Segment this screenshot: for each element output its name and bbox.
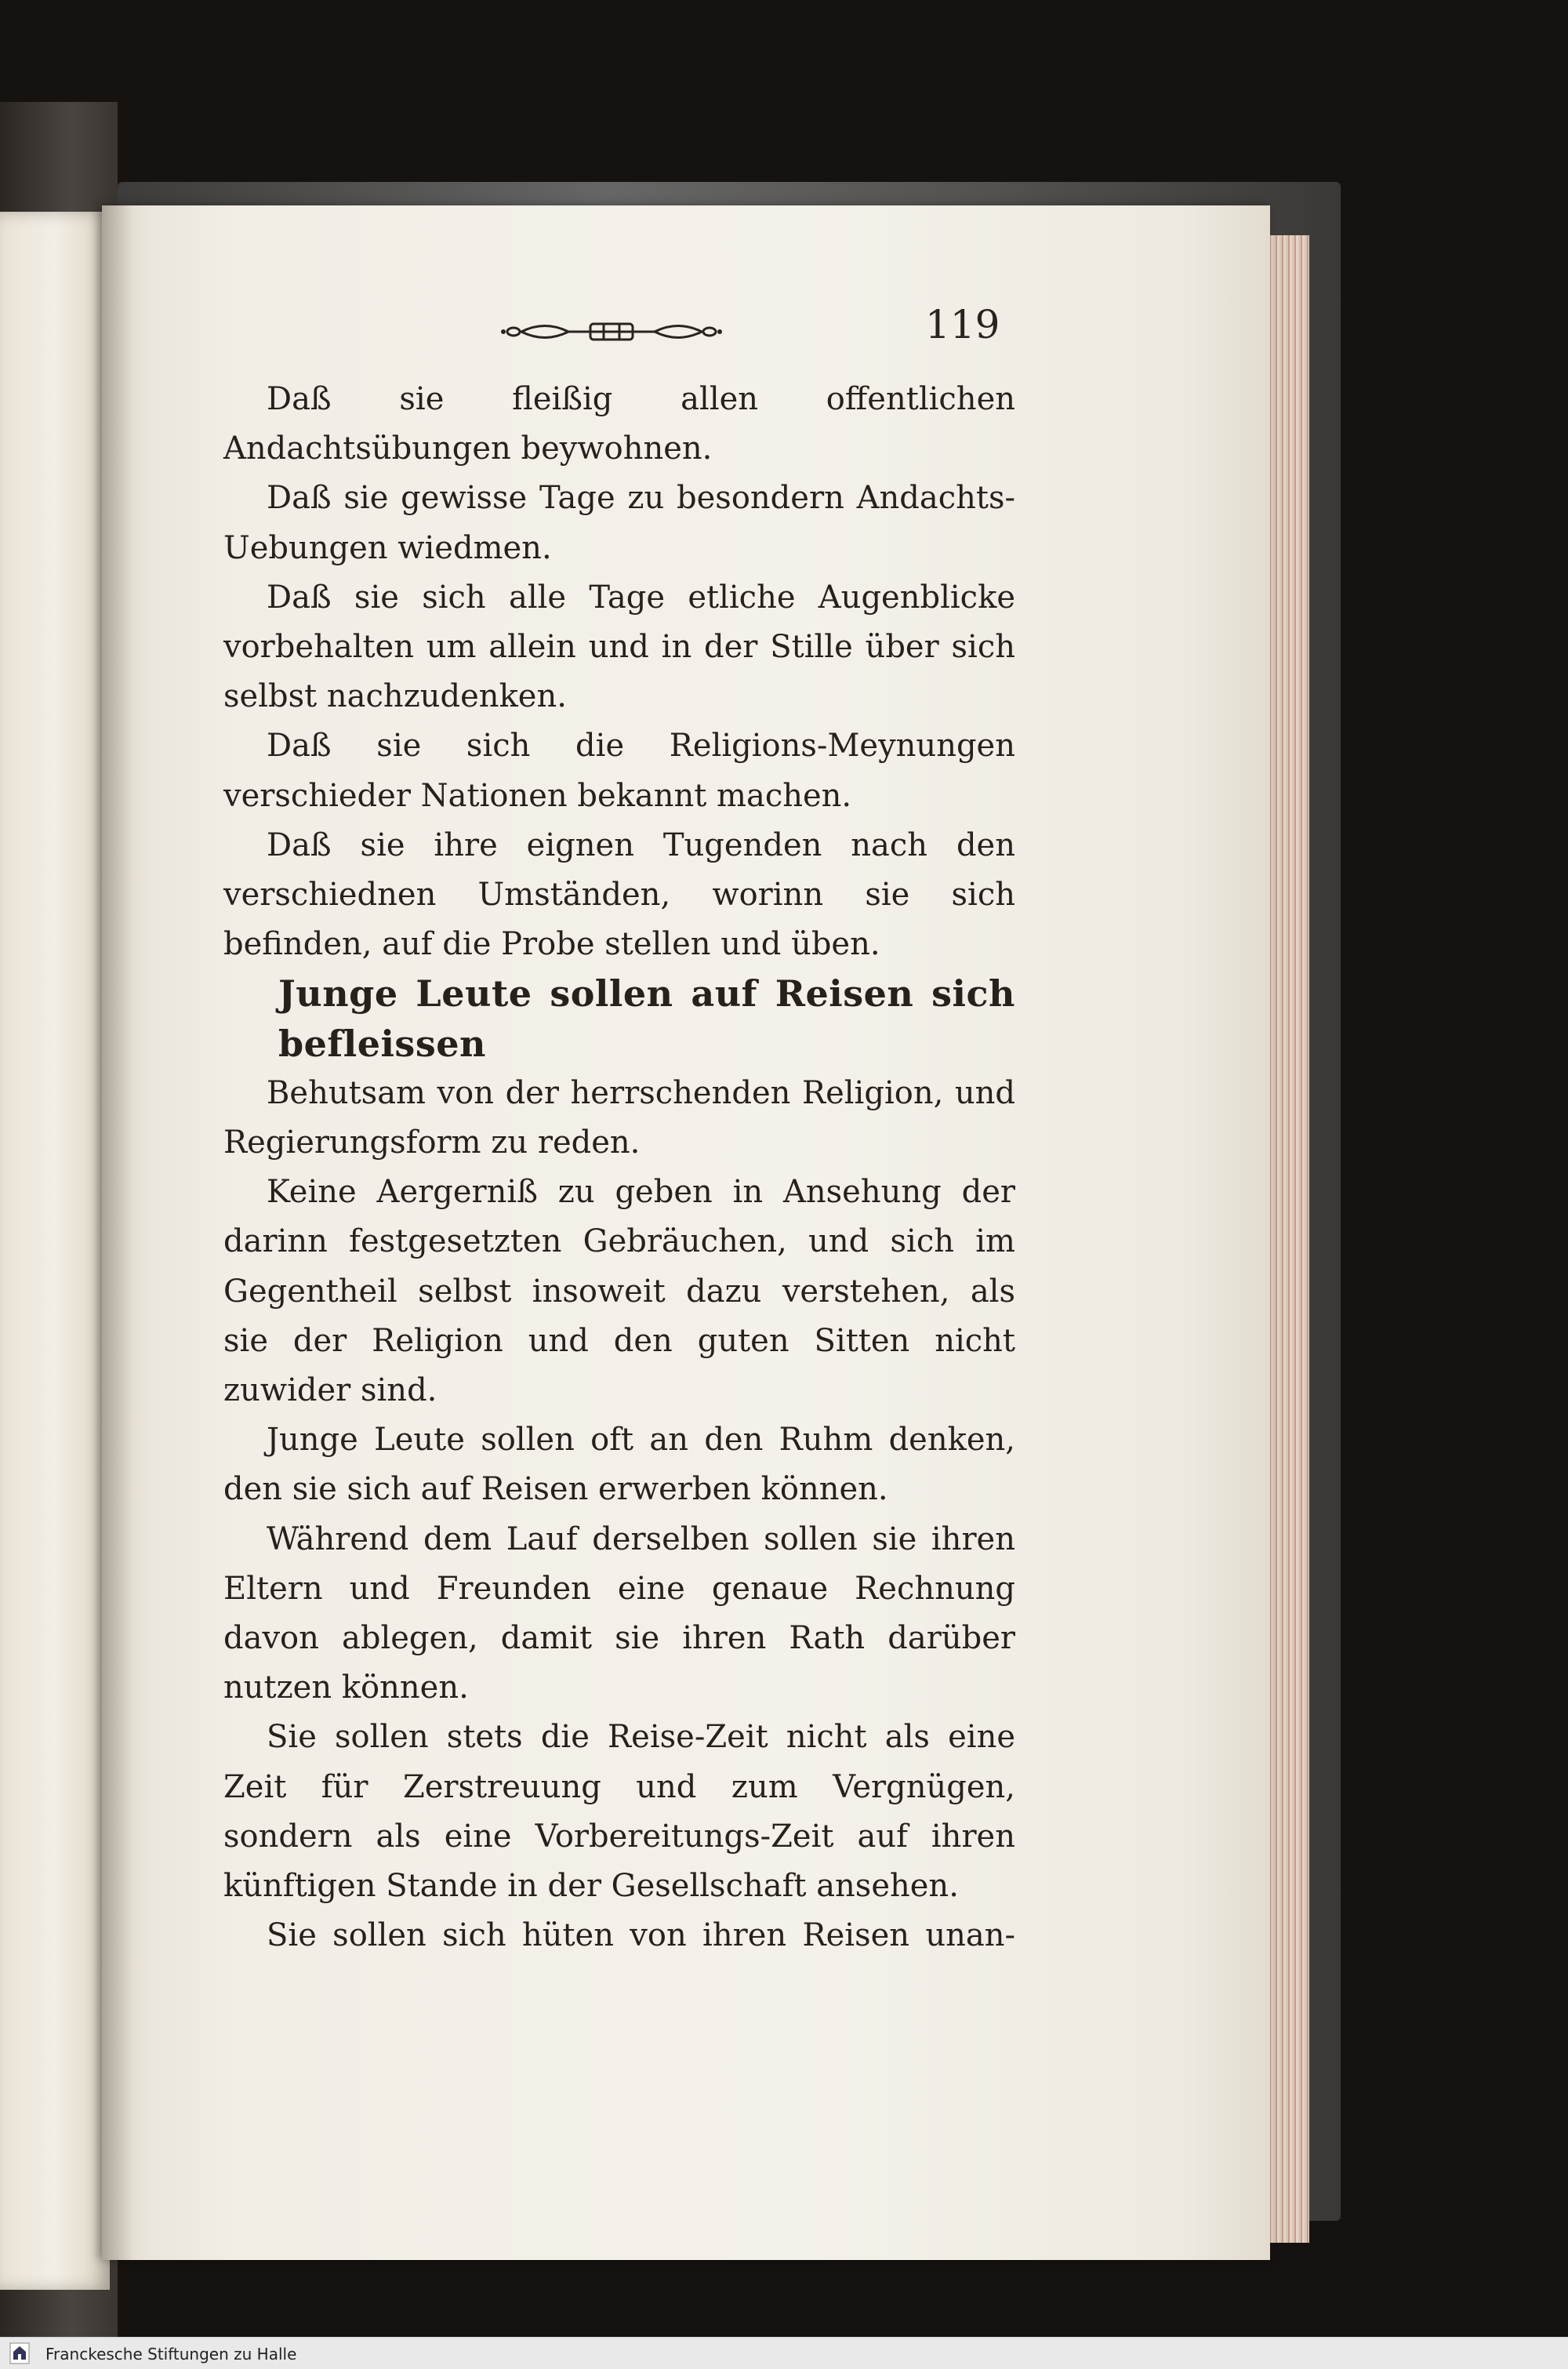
- paragraph-2: Daß sie gewisse Tage zu besondern Andachts-Uebungen wiedmen.: [223, 480, 1015, 566]
- page-gutter-shadow: [102, 205, 133, 2260]
- paragraph-10: Sie sollen stets die Reise-Zeit nicht als eine Zeit für Zerstreuung und zum Vergnügen, sondern als eine Vorbereitungs-Zeit auf ihren künftigen Stande in der Gesellschaft ansehen.: [223, 1719, 1015, 1905]
- page-number: 119: [925, 302, 1000, 347]
- header-ornament-icon: [498, 315, 725, 348]
- paragraph-3: Daß sie sich alle Tage etliche Augenblicke vorbehalten um allein und in der Stille über sich selbst nachzudenken.: [223, 579, 1015, 715]
- paragraph-1: Daß sie fleißig allen offentlichen Andachtsübungen beywohnen.: [223, 381, 1015, 467]
- paragraph-8: Junge Leute sollen oft an den Ruhm denken, den sie sich auf Reisen erwerben können.: [223, 1422, 1015, 1508]
- facing-page: [0, 212, 110, 2290]
- paragraph-4: Daß sie sich die Religions-Meynungen verschieder Nationen bekannt machen.: [223, 728, 1015, 814]
- paragraph-5: Daß sie ihre eignen Tugenden nach den verschiednen Umständen, worinn sie sich befinden, auf die Probe stellen und üben.: [223, 827, 1015, 963]
- footer-institution: Franckesche Stiftungen zu Halle: [45, 2345, 297, 2364]
- paragraph-6: Behutsam von der herrschenden Religion, und Regierungsform zu reden.: [223, 1074, 1015, 1161]
- section-heading: Junge Leute sollen auf Reisen sich befleissen: [278, 972, 1015, 1065]
- paragraph-7: Keine Aergerniß zu geben in Ansehung der darinn festgesetzten Gebräuchen, und sich im Gegentheil selbst insoweit dazu verstehen, als sie der Religion und den guten Sitten nicht zuwider sind.: [223, 1174, 1015, 1409]
- paragraph-9: Während dem Lauf derselben sollen sie ihren Eltern und Freunden eine genaue Rechnung davon ablegen, damit sie ihren Rath darüber nutzen können.: [223, 1521, 1015, 1706]
- page-body: [223, 375, 1015, 1961]
- paragraph-11: Sie sollen sich hüten von ihren Reisen unan-: [267, 1917, 1015, 1954]
- foundation-logo-icon: [9, 2342, 30, 2364]
- footer-bar: [0, 2337, 1568, 2369]
